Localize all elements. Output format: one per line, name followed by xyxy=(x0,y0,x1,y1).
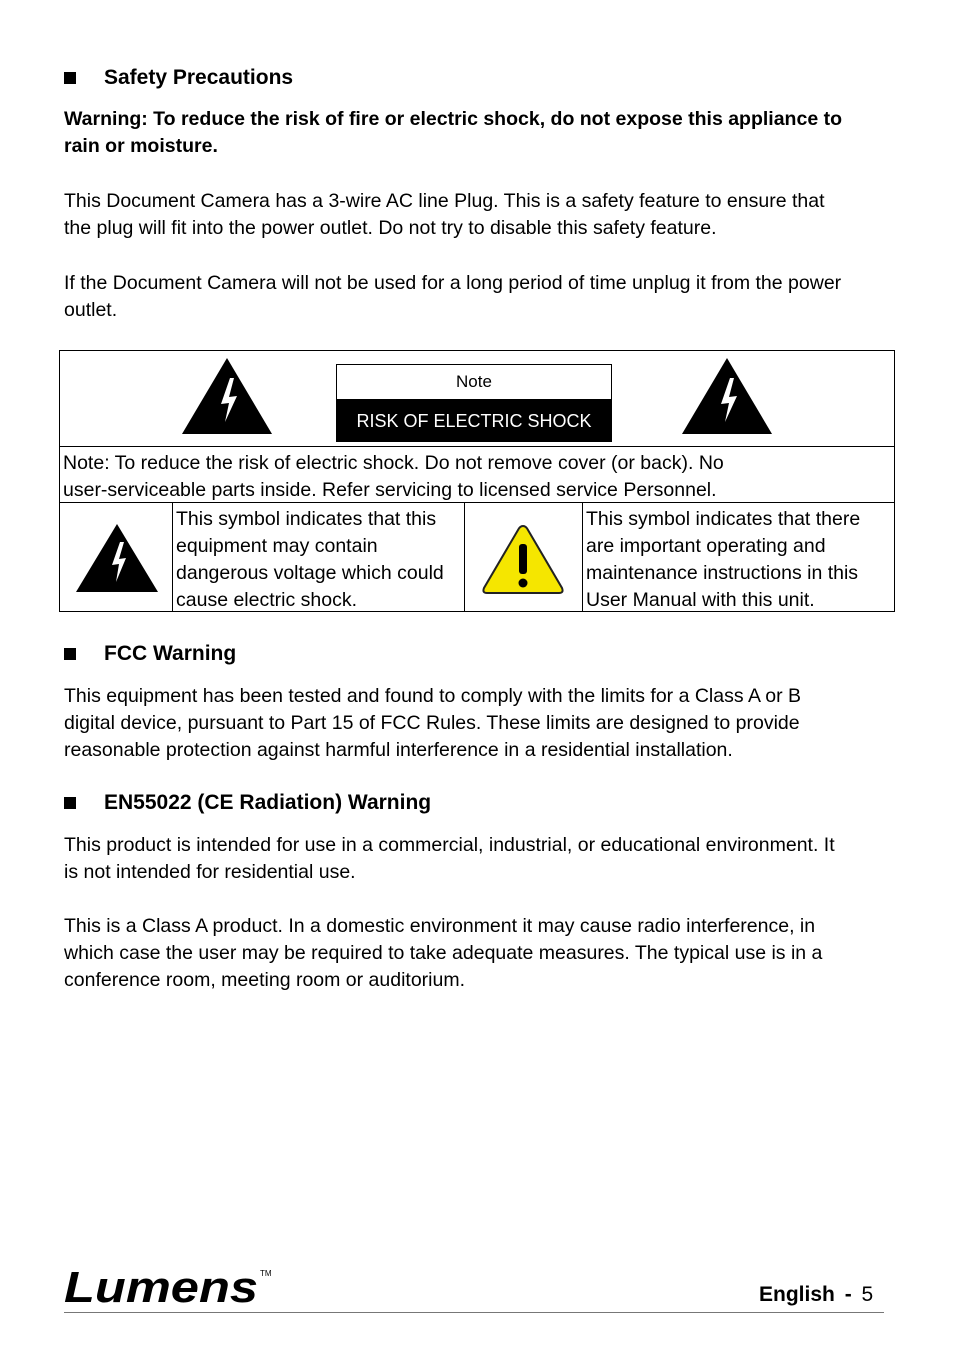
note-label: Note xyxy=(336,364,612,400)
safety-paragraph-plug: This Document Camera has a 3-wire AC line Plug. This is a safety feature to ensure that the plug will fit into the power outlet. Do not try to disable this safety feature. xyxy=(64,190,825,239)
footer-rule xyxy=(64,1312,884,1313)
en55022-paragraph-class-a: This is a Class A product. In a domestic environment it may cause radio interference, in which case the user may be required to take adequate measures. The typical use is in a conference room, meeting room or auditorium. xyxy=(64,915,823,991)
safety-title: Safety Precautions xyxy=(104,66,294,89)
svg-text:TM: TM xyxy=(260,1269,272,1278)
risk-label: RISK OF ELECTRIC SHOCK xyxy=(336,400,612,442)
footer-language: English xyxy=(759,1283,835,1306)
lightning-warning-icon xyxy=(180,356,274,436)
lumens-logo xyxy=(64,1262,274,1308)
lightning-warning-icon xyxy=(680,356,774,436)
page-footer-label xyxy=(759,1283,873,1307)
notice-note-text: Note: To reduce the risk of electric shock. Do not remove cover (or back). No user-serviceable parts inside. Refer servicing to licensed service Personnel. xyxy=(63,452,724,501)
lightning-warning-icon xyxy=(74,522,160,594)
svg-text:Lumens: Lumens xyxy=(64,1263,258,1308)
fcc-paragraph: This equipment has been tested and found to comply with the limits for a Class A or B digital device, pursuant to Part 15 of FCC Rules. These limits are designed to provide reasonable protection against harmful interference in a residential installation. xyxy=(64,685,802,761)
notice-table xyxy=(59,350,895,612)
caution-symbol-text: This symbol indicates that there are important operating and maintenance instructions in this User Manual with this unit. xyxy=(586,508,861,611)
en55022-paragraph-use: This product is intended for use in a commercial, industrial, or educational environment. It is not intended for residential use. xyxy=(64,834,835,883)
square-bullet-icon xyxy=(64,72,76,84)
exclamation-warning-icon xyxy=(481,522,565,596)
footer-separator: - xyxy=(844,1283,852,1306)
safety-paragraph-unplug: If the Document Camera will not be used for a long period of time unplug it from the power outlet. xyxy=(64,272,842,321)
fcc-title: FCC Warning xyxy=(104,642,237,665)
square-bullet-icon xyxy=(64,797,76,809)
page-number: 5 xyxy=(861,1283,874,1306)
shock-symbol-text: This symbol indicates that this equipment may contain dangerous voltage which could cause electric shock. xyxy=(176,508,444,611)
section-heading-fcc xyxy=(64,642,236,666)
square-bullet-icon xyxy=(64,648,76,660)
en55022-title: EN55022 (CE Radiation) Warning xyxy=(104,791,432,814)
section-heading-en55022 xyxy=(64,791,431,815)
section-heading-safety xyxy=(64,66,293,90)
safety-warning: Warning: To reduce the risk of fire or electric shock, do not expose this appliance to rain or moisture. xyxy=(64,108,842,157)
